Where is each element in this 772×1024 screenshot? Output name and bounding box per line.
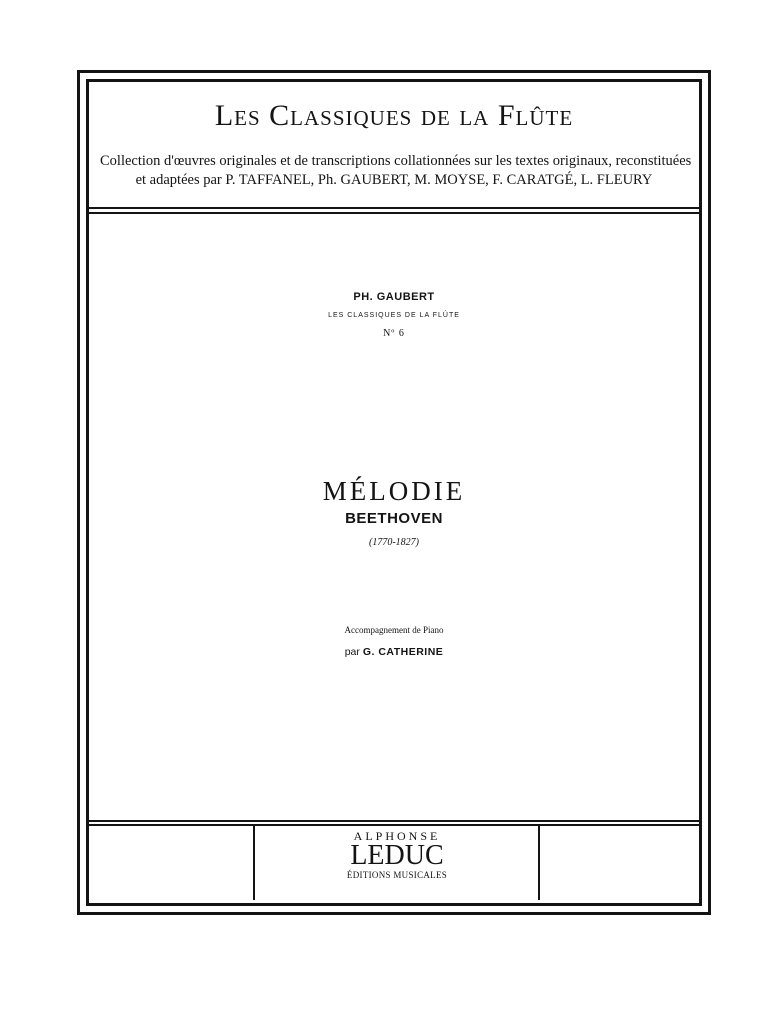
collection-text-line-1: Collection d'œuvres originales et de transcriptions collationnées sur les textes originaux, reconstituées bbox=[100, 153, 692, 169]
composer-name: BEETHOVEN bbox=[345, 510, 443, 527]
composer-dates: (1770-1827) bbox=[369, 537, 419, 548]
arranger-line bbox=[86, 646, 702, 658]
accompaniment-label: Accompagnement de Piano bbox=[344, 625, 444, 635]
arranger-par: par bbox=[344, 646, 360, 658]
editor-name: PH. GAUBERT bbox=[353, 291, 435, 303]
publisher-logo-editions: ÉDITIONS MUSICALES bbox=[346, 870, 448, 880]
collection-text-line-2: et adaptées par P. TAFFANEL, Ph. GAUBERT, M. MOYSE, F. CARATGÉ, L. FLEURY bbox=[135, 172, 653, 188]
header-divider-second bbox=[86, 212, 702, 214]
header-divider bbox=[86, 207, 702, 209]
arranger-name: G. CATHERINE bbox=[362, 646, 444, 658]
publisher-logo-alphonse: ALPHONSE bbox=[353, 829, 441, 843]
publisher-logo-leduc: LEDUC bbox=[350, 840, 444, 871]
series-subtitle: LES CLASSIQUES DE LA FLÛTE bbox=[328, 312, 460, 319]
work-title: MÉLODIE bbox=[322, 476, 466, 506]
volume-number: Nº 6 bbox=[383, 328, 405, 339]
footer-divider bbox=[86, 820, 702, 822]
footer-divider-second bbox=[86, 824, 702, 826]
series-title: Les Classiques de la Flûte bbox=[214, 99, 574, 132]
